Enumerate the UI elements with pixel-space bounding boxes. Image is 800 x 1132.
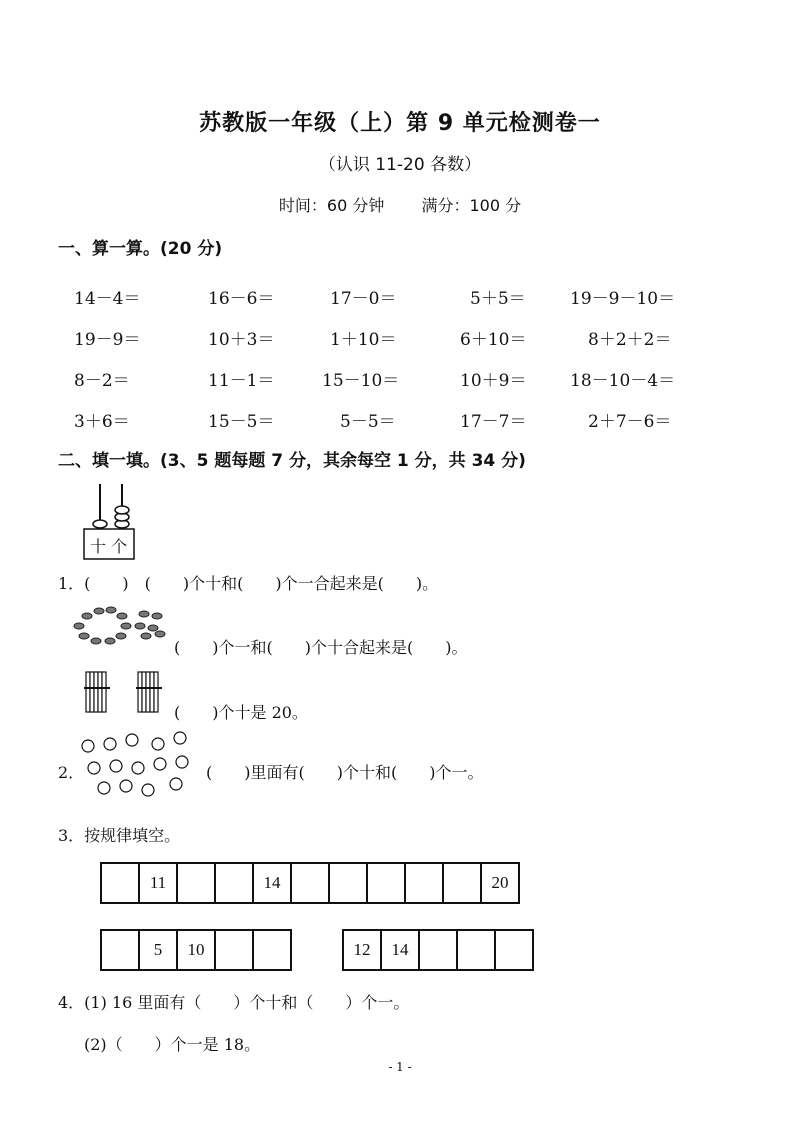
page-number: - 1 -	[388, 1060, 412, 1074]
sequence-cell[interactable]	[101, 930, 139, 970]
sequence-table-1	[100, 862, 520, 904]
calc-item: 19－9＝	[74, 330, 141, 350]
sequence-cell[interactable]: 10	[177, 930, 215, 970]
calc-item: 5－5＝	[340, 412, 396, 432]
time-label: 时间：60 分钟	[278, 196, 385, 215]
sequence-cell[interactable]	[443, 863, 481, 903]
sequence-cell[interactable]	[495, 930, 533, 970]
question-4-part1: 4．(1) 16 里面有（ ）个十和（ ）个一。	[58, 993, 410, 1012]
calc-item: 2＋7－6＝	[588, 412, 672, 432]
abacus-label: 十 个	[90, 537, 128, 556]
stick-bundles-illustration	[84, 670, 164, 718]
calc-item: 8－2＝	[74, 371, 130, 391]
sequence-cell[interactable]	[215, 863, 253, 903]
calc-item: 5＋5＝	[470, 289, 526, 309]
question-2-text: ( )里面有( )个十和( )个一。	[206, 763, 484, 782]
calc-grid	[74, 276, 694, 440]
page-subtitle: （认识 11-20 各数）	[318, 155, 482, 175]
section1-heading: 一、算一算。(20 分)	[58, 239, 223, 259]
calc-item: 19－9－10＝	[570, 289, 676, 309]
calc-item: 18－10－4＝	[570, 371, 676, 391]
calc-row	[74, 317, 694, 358]
calc-item: 10＋3＝	[208, 330, 275, 350]
page-title: 苏教版一年级（上）第 9 单元检测卷一	[199, 111, 601, 136]
sequence-cell[interactable]: 14	[253, 863, 291, 903]
calc-row	[74, 358, 694, 399]
calc-item: 16－6＝	[208, 289, 275, 309]
calc-item: 11－1＝	[208, 371, 275, 391]
sequence-cell[interactable]	[457, 930, 495, 970]
calc-row	[74, 399, 694, 440]
question-2-number: 2．	[58, 763, 85, 782]
calc-item: 8＋2＋2＝	[588, 330, 672, 350]
sequence-table-2b	[342, 929, 534, 971]
calc-item: 15－5＝	[208, 412, 275, 432]
sequence-cell[interactable]	[215, 930, 253, 970]
sequence-cell[interactable]: 12	[343, 930, 381, 970]
calc-item: 15－10＝	[322, 371, 400, 391]
sequence-cell[interactable]	[177, 863, 215, 903]
sequence-cell[interactable]	[405, 863, 443, 903]
sequence-cell[interactable]	[329, 863, 367, 903]
sequence-cell[interactable]: 5	[139, 930, 177, 970]
calc-item: 3＋6＝	[74, 412, 130, 432]
calc-item: 17－0＝	[330, 289, 397, 309]
calc-item: 17－7＝	[460, 412, 527, 432]
sequence-cell[interactable]: 11	[139, 863, 177, 903]
calc-row	[74, 276, 694, 317]
bead-ring-illustration	[74, 608, 174, 653]
sequence-cell[interactable]: 20	[481, 863, 519, 903]
calc-item: 6＋10＝	[460, 330, 527, 350]
question-1-line2: ( )个一和( )个十合起来是( )。	[174, 638, 468, 657]
apples-illustration	[80, 728, 192, 798]
calc-item: 1＋10＝	[330, 330, 397, 350]
question-1-line1: 1．( ) ( )个十和( )个一合起来是( )。	[58, 574, 439, 593]
calc-item: 14－4＝	[74, 289, 141, 309]
section2-heading: 二、填一填。(3、5 题每题 7 分，其余每空 1 分，共 34 分)	[58, 451, 526, 471]
sequence-cell[interactable]: 14	[381, 930, 419, 970]
score-label: 满分：100 分	[421, 196, 522, 215]
sequence-cell[interactable]	[367, 863, 405, 903]
question-3-heading: 3．按规律填空。	[58, 826, 181, 845]
sequence-cell[interactable]	[291, 863, 329, 903]
sequence-cell[interactable]	[101, 863, 139, 903]
question-1-line3: ( )个十是 20。	[174, 703, 308, 722]
sequence-cell[interactable]	[253, 930, 291, 970]
exam-info	[0, 193, 800, 216]
sequence-cell[interactable]	[419, 930, 457, 970]
sequence-table-2a	[100, 929, 292, 971]
calc-item: 10＋9＝	[460, 371, 527, 391]
question-4-part2: (2)（ ）个一是 18。	[84, 1035, 261, 1054]
